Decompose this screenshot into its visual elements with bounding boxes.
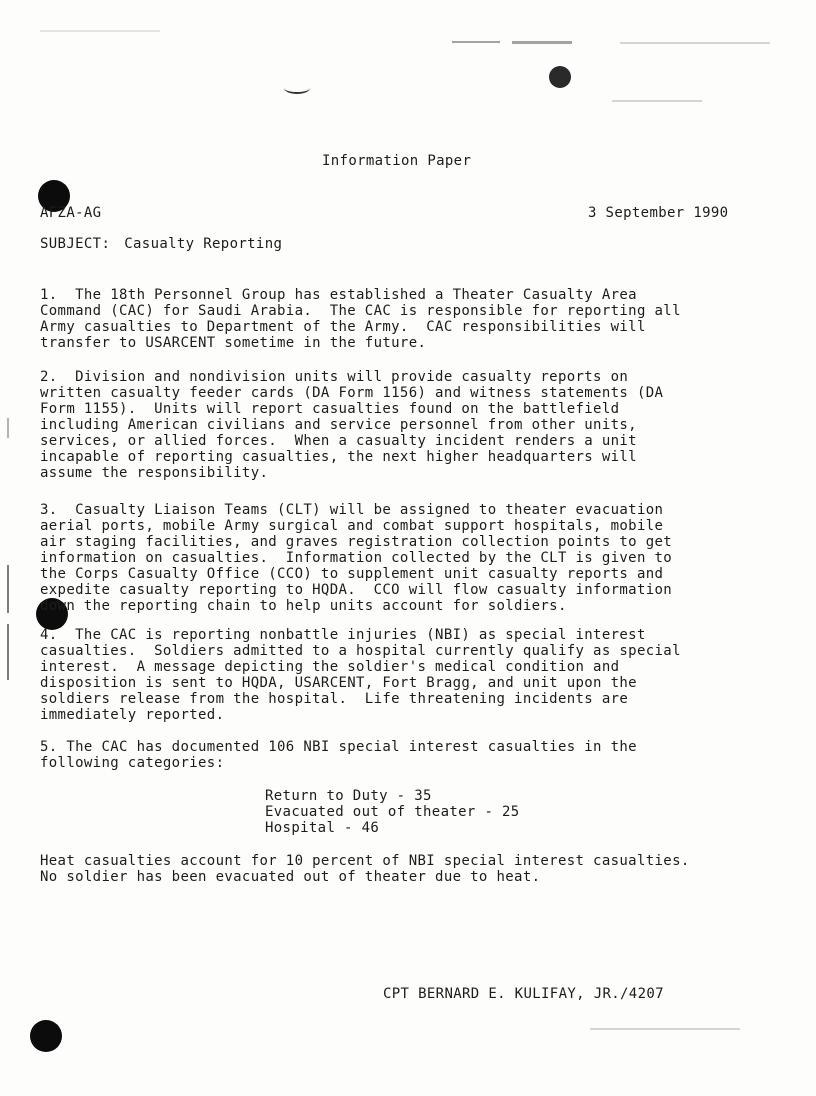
paragraph-2 bbox=[40, 369, 663, 481]
paragraph-line: 1. The 18th Personnel Group has established a Theater Casualty Area bbox=[40, 287, 637, 303]
scan-speck bbox=[590, 1028, 740, 1030]
paragraph-line: 4. The CAC is reporting nonbattle injuries (NBI) as special interest bbox=[40, 627, 646, 643]
paragraph-line: immediately reported. bbox=[40, 707, 225, 723]
margin-mark bbox=[7, 565, 9, 613]
paragraph-line: services, or allied forces. When a casualty incident renders a unit bbox=[40, 433, 637, 449]
office-symbol: AFZA-AG bbox=[40, 205, 102, 221]
closing-paragraph bbox=[40, 853, 690, 885]
seal-icon bbox=[549, 66, 571, 88]
scan-speck bbox=[512, 41, 572, 44]
paragraph-line: interest. A message depicting the soldier's medical condition and bbox=[40, 659, 620, 675]
paragraph-line: including American civilians and service personnel from other units, bbox=[40, 417, 637, 433]
scan-speck bbox=[40, 30, 160, 32]
subject-line bbox=[40, 236, 282, 252]
paragraph-line: air staging facilities, and graves registration collection points to get bbox=[40, 534, 673, 550]
paragraph-line: soldiers release from the hospital. Life threatening incidents are bbox=[40, 691, 629, 707]
paragraph-line: down the reporting chain to help units account for soldiers. bbox=[40, 598, 567, 614]
subject-text: Casualty Reporting bbox=[124, 236, 283, 252]
category-item: Return to Duty - 35 bbox=[265, 788, 432, 804]
punch-hole-bottom bbox=[30, 1020, 62, 1052]
paragraph-line: information on casualties. Information collected by the CLT is given to bbox=[40, 550, 673, 566]
subject-label: SUBJECT: bbox=[40, 236, 111, 252]
margin-mark bbox=[7, 418, 9, 438]
document-date: 3 September 1990 bbox=[588, 205, 729, 221]
paragraph-line: Form 1155). Units will report casualties found on the battlefield bbox=[40, 401, 620, 417]
paragraph-4 bbox=[40, 627, 681, 723]
paragraph-line: disposition is sent to HQDA, USARCENT, Fort Bragg, and unit upon the bbox=[40, 675, 637, 691]
paragraph-line: following categories: bbox=[40, 755, 225, 771]
category-item: Evacuated out of theater - 25 bbox=[265, 804, 520, 820]
paragraph-line: written casualty feeder cards (DA Form 1156) and witness statements (DA bbox=[40, 385, 664, 401]
paragraph-line: 2. Division and nondivision units will provide casualty reports on bbox=[40, 369, 629, 385]
paragraph-line: No soldier has been evacuated out of theater due to heat. bbox=[40, 869, 541, 885]
scan-mark bbox=[284, 82, 310, 94]
paragraph-line: the Corps Casualty Office (CCO) to supplement unit casualty reports and bbox=[40, 566, 664, 582]
paragraph-line: transfer to USARCENT sometime in the future. bbox=[40, 335, 427, 351]
paragraph-line: aerial ports, mobile Army surgical and combat support hospitals, mobile bbox=[40, 518, 664, 534]
scan-speck bbox=[452, 41, 500, 43]
paragraph-line: expedite casualty reporting to HQDA. CCO will flow casualty information bbox=[40, 582, 673, 598]
scan-speck bbox=[612, 100, 702, 102]
paragraph-line: incapable of reporting casualties, the next higher headquarters will bbox=[40, 449, 637, 465]
category-list bbox=[265, 788, 520, 836]
paragraph-line: 3. Casualty Liaison Teams (CLT) will be assigned to theater evacuation bbox=[40, 502, 664, 518]
signature-line: CPT BERNARD E. KULIFAY, JR./4207 bbox=[383, 986, 664, 1002]
paragraph-line: casualties. Soldiers admitted to a hospital currently qualify as special bbox=[40, 643, 681, 659]
paragraph-1 bbox=[40, 287, 681, 351]
category-item: Hospital - 46 bbox=[265, 820, 380, 836]
paragraph-5 bbox=[40, 739, 637, 771]
paragraph-line: Command (CAC) for Saudi Arabia. The CAC is responsible for reporting all bbox=[40, 303, 681, 319]
scan-speck bbox=[620, 42, 770, 44]
paragraph-line: Heat casualties account for 10 percent of NBI special interest casualties. bbox=[40, 853, 690, 869]
paragraph-line: 5. The CAC has documented 106 NBI special interest casualties in the bbox=[40, 739, 637, 755]
paragraph-line: assume the responsibility. bbox=[40, 465, 269, 481]
paragraph-3 bbox=[40, 502, 672, 614]
margin-mark bbox=[7, 624, 9, 680]
paragraph-line: Army casualties to Department of the Army. CAC responsibilities will bbox=[40, 319, 646, 335]
page-title: Information Paper bbox=[322, 153, 472, 169]
